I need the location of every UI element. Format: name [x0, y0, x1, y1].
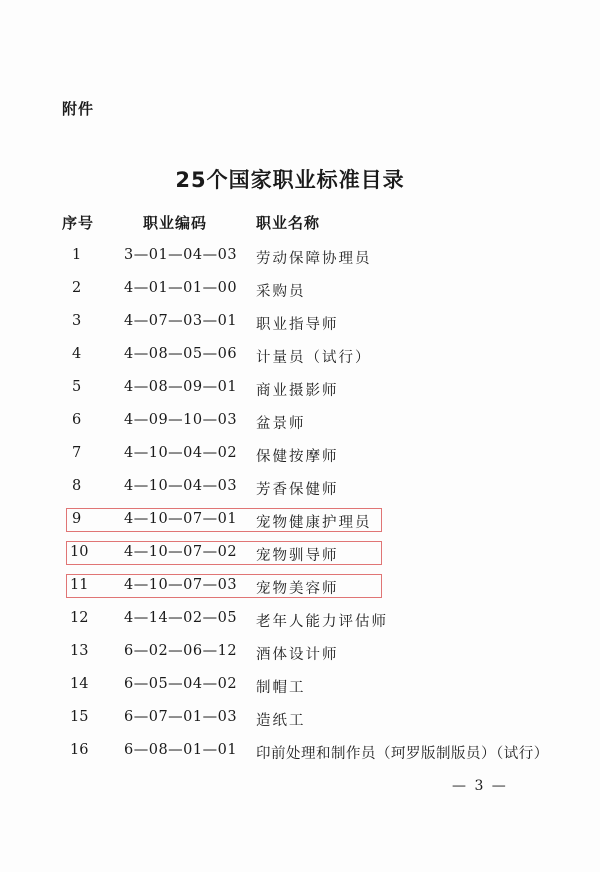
row-seq: 6	[72, 412, 82, 428]
row-code: 6—02—06—12	[124, 643, 238, 659]
row-name: 职业指导师	[256, 317, 339, 333]
row-seq: 12	[70, 610, 89, 626]
row-code: 4—10—04—03	[124, 478, 238, 494]
row-name: 商业摄影师	[256, 383, 339, 399]
row-code: 4—08—05—06	[124, 346, 238, 362]
row-seq: 2	[72, 280, 82, 296]
row-name: 造纸工	[256, 713, 306, 729]
table-header	[0, 212, 600, 236]
row-seq: 15	[70, 709, 89, 725]
table-row	[0, 639, 600, 672]
row-name: 盆景师	[256, 416, 306, 432]
table-row	[0, 243, 600, 276]
row-code: 4—10—07—03	[124, 577, 238, 593]
table-row	[0, 276, 600, 309]
row-seq: 3	[72, 313, 82, 329]
table-row	[0, 738, 600, 771]
row-seq: 10	[70, 544, 89, 560]
row-name: 劳动保障协理员	[256, 251, 372, 267]
row-name: 酒体设计师	[256, 647, 339, 663]
table-row	[0, 375, 600, 408]
table-row	[0, 672, 600, 705]
row-seq: 8	[72, 478, 82, 494]
row-seq: 9	[72, 511, 82, 527]
row-name: 保健按摩师	[256, 449, 339, 465]
document-title: 25个国家职业标准目录	[175, 168, 405, 192]
row-name: 宠物健康护理员	[256, 515, 372, 531]
page-number: — 3 —	[452, 778, 508, 794]
header-code: 职业编码	[143, 214, 208, 232]
row-code: 4—10—07—01	[124, 511, 238, 527]
row-seq: 13	[70, 643, 89, 659]
row-seq: 1	[72, 247, 82, 263]
table-row	[0, 342, 600, 375]
row-seq: 7	[72, 445, 82, 461]
table-row	[0, 441, 600, 474]
row-code: 6—08—01—01	[124, 742, 238, 758]
table-row	[0, 474, 600, 507]
table-row	[0, 606, 600, 639]
attachment-label: 附件	[62, 100, 95, 118]
highlighted-row	[0, 573, 600, 606]
row-seq: 5	[72, 379, 82, 395]
row-seq: 16	[70, 742, 89, 758]
row-seq: 4	[72, 346, 82, 362]
occupation-list	[0, 243, 600, 771]
row-name: 芳香保健师	[256, 482, 339, 498]
row-seq: 11	[70, 577, 89, 593]
header-name: 职业名称	[256, 214, 321, 232]
row-name: 采购员	[256, 284, 306, 300]
row-name: 制帽工	[256, 680, 306, 696]
row-code: 4—10—07—02	[124, 544, 238, 560]
header-seq: 序号	[62, 214, 95, 232]
row-code: 4—09—10—03	[124, 412, 238, 428]
row-code: 4—07—03—01	[124, 313, 238, 329]
row-code: 4—08—09—01	[124, 379, 238, 395]
row-code: 4—10—04—02	[124, 445, 238, 461]
row-code: 4—01—01—00	[124, 280, 238, 296]
row-name: 老年人能力评估师	[256, 614, 388, 630]
row-code: 6—05—04—02	[124, 676, 238, 692]
row-name: 宠物美容师	[256, 581, 339, 597]
table-row	[0, 705, 600, 738]
row-name: 印前处理和制作员（珂罗版制版员）（试行）	[256, 746, 549, 762]
row-code: 6—07—01—03	[124, 709, 238, 725]
row-seq: 14	[70, 676, 89, 692]
table-row	[0, 408, 600, 441]
highlighted-row	[0, 507, 600, 540]
table-row	[0, 309, 600, 342]
row-code: 4—14—02—05	[124, 610, 238, 626]
highlighted-row	[0, 540, 600, 573]
row-code: 3—01—04—03	[124, 247, 238, 263]
row-name: 宠物驯导师	[256, 548, 339, 564]
row-name: 计量员（试行）	[256, 350, 372, 366]
